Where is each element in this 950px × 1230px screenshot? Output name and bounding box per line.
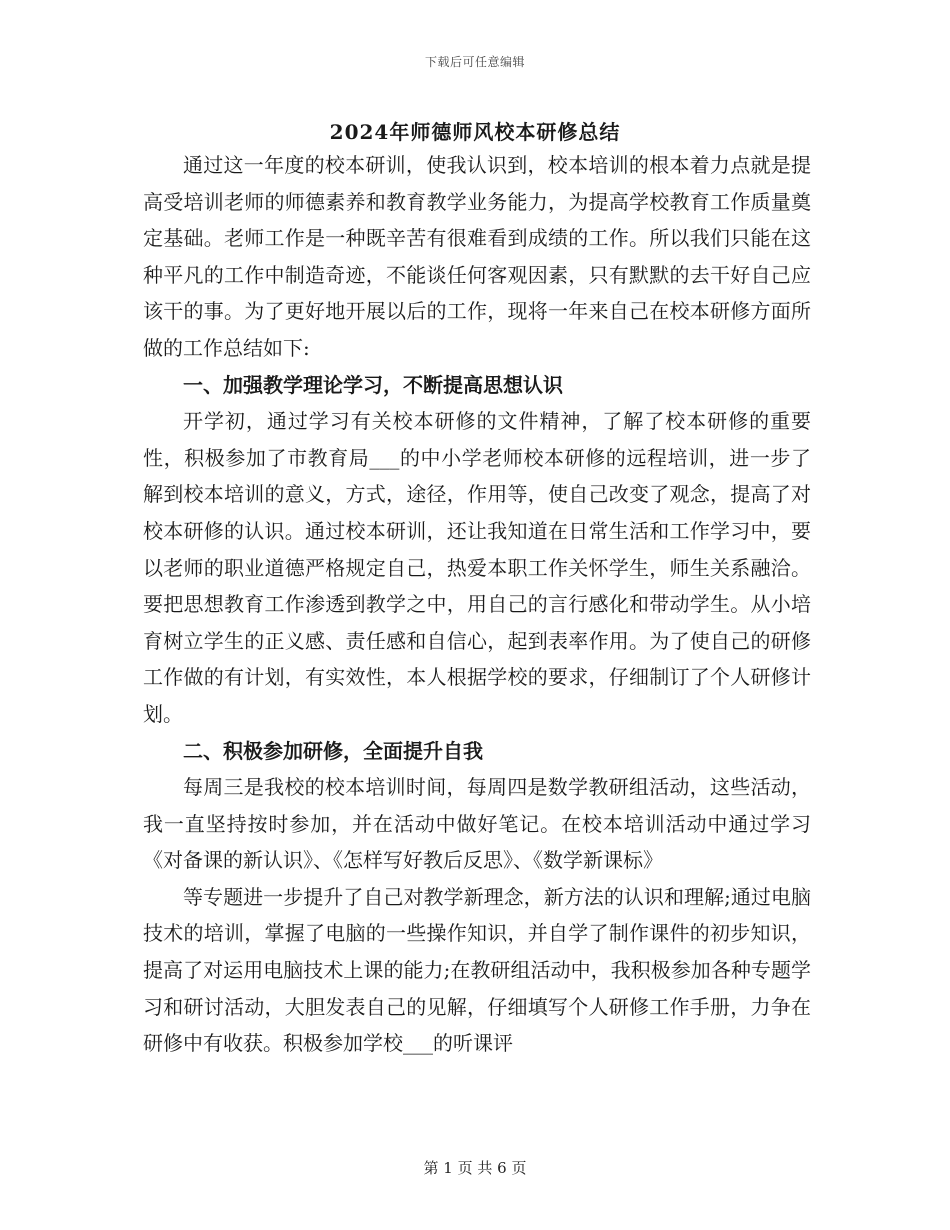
section-heading-1: 一、加强教学理论学习，不断提高思想认识 bbox=[183, 372, 563, 397]
document-body bbox=[143, 147, 811, 1062]
section-heading-2: 二、积极参加研修，全面提升自我 bbox=[183, 738, 483, 763]
header-note: 下载后可任意编辑 bbox=[424, 55, 525, 69]
document-title: 2024年师德师风校本研修总结 bbox=[329, 120, 621, 144]
paragraph-section-2a: 每周三是我校的校本培训时间，每周四是数学教研组活动，这些活动，我一直坚持按时参加，并在活动中做好笔记。在校本培训活动中通过学习《对备课的新认识》、《怎样写好教后反思》、《数学新课标》 bbox=[143, 775, 811, 873]
paragraph-section-2b: 等专题进一步提升了自己对教学新理念，新方法的认识和理解;通过电脑技术的培训，掌握了电脑的一些操作知识，并自学了制作课件的初步知识，提高了对运用电脑技术上课的能力;在教研组活动中，我积极参加各种专题学习和研讨活动，大胆发表自己的见解，仔细填写个人研修工作手册，力争在研修中有收获。积极参加学校___的听课评 bbox=[143, 884, 811, 1056]
paragraph-intro: 通过这一年度的校本研训，使我认识到，校本培训的根本着力点就是提高受培训老师的师德素养和教育教学业务能力，为提高学校教育工作质量奠定基础。老师工作是一种既辛苦有很难看到成绩的工作。所以我们只能在这种平凡的工作中制造奇迹，不能谈任何客观因素，只有默默的去干好自己应该干的事。为了更好地开展以后的工作，现将一年来自己在校本研修方面所做的工作总结如下: bbox=[143, 153, 811, 360]
page-number: 第 1 页 共 6 页 bbox=[423, 1159, 527, 1177]
paragraph-section-1: 开学初，通过学习有关校本研修的文件精神，了解了校本研修的重要性，积极参加了市教育局___的中小学老师校本研修的远程培训，进一步了解到校本培训的意义，方式，途径，作用等，使自己改变了观念，提高了对校本研修的认识。通过校本研训，还让我知道在日常生活和工作学习中，要以老师的职业道德严格规定自己，热爱本职工作关怀学生，师生关系融洽。要把思想教育工作渗透到教学之中，用自己的言行感化和带动学生。从小培育树立学生的正义感、责任感和自信心，起到表率作用。为了使自己的研修工作做的有计划，有实效性，本人根据学校的要求，仔细制订了个人研修计划。 bbox=[143, 409, 811, 726]
